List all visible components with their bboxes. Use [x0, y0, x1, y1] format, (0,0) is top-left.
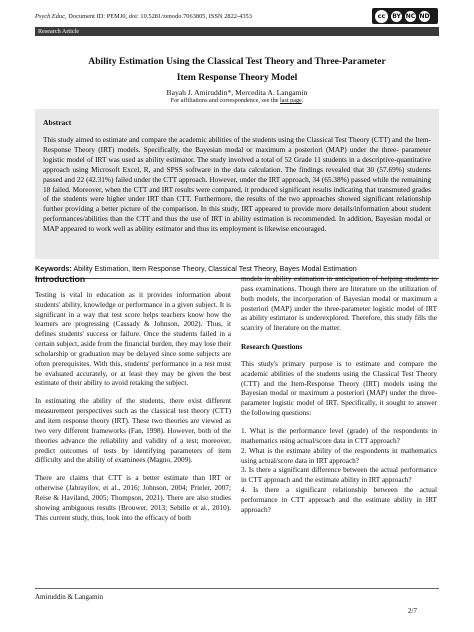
last-page-link[interactable]: last page	[279, 97, 302, 104]
keywords-label: Keywords:	[35, 264, 72, 273]
article-type: Research Article	[38, 28, 80, 35]
title-line-2: Item Response Theory Model	[176, 72, 298, 83]
footer-divider	[35, 588, 439, 589]
research-question-2: 2. What is the estimate ability of the respondents in mathematics using actual/score data in IRT approach?	[241, 446, 437, 465]
journal-citation	[35, 13, 252, 20]
cc-license-badge[interactable]	[372, 8, 438, 24]
research-question-3: 3. Is there a significant difference between the actual performance in CTT approach and the estimate ability in IRT approach?	[241, 466, 437, 485]
title-line-1: Ability Estimation Using the Classical Test Theory and Three-Parameter	[88, 56, 386, 67]
journal-name: Psych Educ,	[35, 13, 67, 20]
right-column	[241, 275, 437, 516]
left-column	[35, 275, 231, 531]
author-list: Bayah J. Amiruddin*, Mercedita A. Langamin	[166, 88, 308, 97]
citation-details: Document ID: PEMJ0, doi: 10.5281/zenodo.7063805, ISSN 2822-4353	[66, 13, 252, 20]
cc-icon: cc	[375, 10, 388, 23]
affiliation-prefix: For affiliations and correspondence, see the	[170, 97, 280, 104]
affiliation-note	[40, 97, 434, 105]
research-question-1: 1. What is the performance level (grade) of the respondents in mathematics using actual/score data in CTT approach?	[241, 426, 437, 445]
intro-paragraph-4: models in ability estimation in anticipation of helping students to pass examinations. Though there are literature on the utilization of both models, the incorporation of Bayesian modal or maximum a posteriori (MAP) under the three-parameter logistic model of IRT as ability estimator is underexplored. Therefore, this study fills the scarcity of literature on the matter.	[241, 275, 437, 333]
article-type-band	[35, 27, 439, 36]
affiliation-suffix: .	[301, 97, 304, 104]
by-icon: BY	[392, 12, 401, 20]
page-number: 2/7	[408, 607, 417, 615]
abstract-text: This study aimed to estimate and compare the academic abilities of the students using the Classical Test Theory (CTT) and the Item-Response Theory (IRT) models. Specifically, the Bayesian modal or maximum a posteriori (MAP) under the three- parameter logistic model of IRT was used as ability estimator. The study involved a total of 52 Grade 11 students in a descriptive-quantitative approach using Microsoft Excel, R, and SPSS software in the data calculation. The findings revealed that 30 (57.69%) students passed and 22 (42.31%) failed under the CTT approach. However, under the IRT approach, 34 (65.38%) passed while the remaining 18 failed. Moreover, when the CTT and IRT results were compared, it produced significant results indicating that transmuted grades of the students were higher under IRT than CTT. Furthermore, the results of the two approaches showed significant relationship further providing a better picture of the comparison. In this study, IRT appeared to provide more details/information about student performances/abilities than the CTT and thus the use of IRT in ability estimation is recommended. In addition, Bayesian modal or MAP appeared to work well as ability estimator and thus its employment is likewise encouraged.	[43, 135, 431, 234]
intro-paragraph-1: Testing is vital in education as it provides information about students' ability, knowledge or performance in a given subject. It is significant in a way that test score helps teachers know how the learners are progressing (Cassady & Johnson, 2002). Thus, it defines students' success or failure. Once the students failed in a certain subject, aside from the financial burden, they may lose their scholarship or graduation may be delayed since some subjects are often prerequisites. With this, students' performance in a test must be evaluated accurately, or at least they may be given the best estimate of their ability to avoid retaking the subject.	[35, 290, 231, 388]
keywords-text: Ability Estimation, Item Response Theory, Classical Test Theory, Bayes Modal Estimation	[71, 264, 357, 273]
nd-icon: ND	[419, 12, 430, 20]
abstract-heading: Abstract	[43, 118, 72, 127]
intro-paragraph-3: There are claims that CTT is a better estimate than IRT or otherwise (Jabrayilov, et al., 2016; Johnson, 2004; Prieler, 2007; Reise & Haviland, 2005; Thompson, 2021). There are also studies showing ambiguous results (Brouwer, 2013; Sebille et al., 2010). This current study, thus, look into the efficacy of both	[35, 474, 231, 522]
introduction-heading: Introduction	[35, 274, 86, 284]
footer-authors: Amiruddin & Langamin	[35, 593, 104, 601]
intro-paragraph-2: In estimating the ability of the students, there exist different measurement perspectives such as the classical test theory (CTT) and item response theory (IRT). These two theories are viewed as two very different frameworks (Fan, 1998). However, both of the theories advance the reliability and validity of a test; moreover, predict outcomes of tests by identifying parameters of item difficulty and the ability of examinees (Magno, 2009).	[35, 397, 231, 465]
abstract-box	[35, 109, 439, 259]
nc-icon: NC	[405, 12, 416, 20]
research-question-4: 4. Is there a significant relationship between the actual performance in CTT approach and the estimate ability in IRT approach?	[241, 486, 437, 514]
purpose-paragraph: This study's primary purpose is to estimate and compare the academic abilities of the students using the Classical Test Theory (CTT) and the Item-Response Theory (IRT) models using the Bayesian modal or maximum a posteriori (MAP) under the three-parameter logistic model of IRT. Specifically, it sought to answer the following questions:	[241, 359, 437, 418]
research-questions-heading: Research Questions	[241, 342, 303, 352]
paper-title	[40, 54, 434, 86]
